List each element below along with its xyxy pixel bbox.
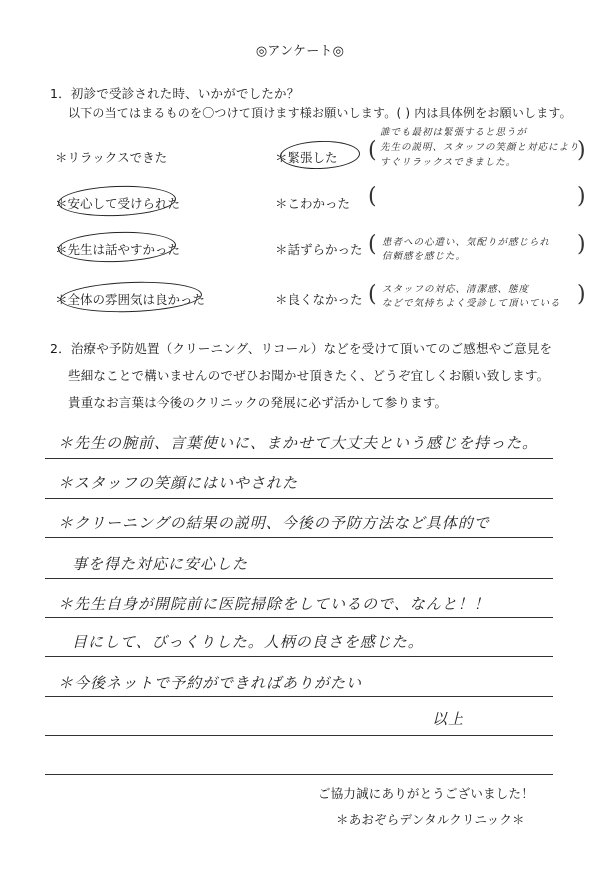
comment-line: などで気持ちよく受診して頂いている: [382, 298, 561, 309]
ruled-line: [45, 774, 553, 775]
option-not-good: ＊良くなかった: [275, 292, 363, 307]
option-hard-to-talk: ＊話ずらかった: [275, 242, 363, 257]
comment-line: 先生の説明、スタッフの笑顔と対応により: [380, 142, 580, 153]
ruled-line: [45, 735, 553, 736]
ruled-line: [45, 498, 553, 499]
handdrawn-circle: [58, 230, 177, 264]
bracket-open: (: [368, 138, 377, 163]
answer-line: ＊先生の腕前、言葉使いに、まかせて大丈夫という感じを持った。: [58, 434, 539, 452]
q2-line: 些細なことで構いませんのでぜひお聞かせ頂きたく、どうぞ宜しくお願い致します。: [68, 368, 550, 383]
ruled-line: [45, 578, 553, 579]
bracket-close: ): [577, 282, 586, 307]
comment-line: 誰でも最初は緊張すると思うが: [380, 127, 528, 138]
handdrawn-circle: [60, 280, 203, 315]
bracket-close: ): [577, 232, 586, 257]
q1-heading: 1．初診で受診された時、いかがでしたか？: [50, 86, 300, 101]
comment-line: すぐリラックスできました。: [380, 157, 517, 168]
bracket-open: (: [368, 282, 377, 307]
answer-line: ＊スタッフの笑顔にはいやされた: [58, 474, 299, 492]
bracket-close: ): [577, 184, 586, 209]
answer-line: ＊先生自身が開院前に医院掃除をしているので、なんと！！: [58, 595, 490, 613]
answer-line: ＊クリーニングの結果の説明、今後の予防方法など具体的で: [58, 514, 490, 532]
comment-line: スタッフの対応、清潔感、態度: [382, 284, 530, 295]
ruled-line: [45, 617, 553, 618]
handdrawn-circle: [58, 184, 177, 218]
survey-title: ◎アンケート◎: [255, 44, 345, 59]
closing-mark: 以上: [432, 710, 465, 728]
q2-heading: 2．治療や予防処置（クリーニング、リコール）などを受けて頂いてのご感想やご意見を: [50, 341, 553, 356]
option-nervous: ＊緊張した: [275, 150, 338, 165]
ruled-line: [45, 458, 553, 459]
q2-line: 貴重なお言葉は今後のクリニックの発展に必ず活かして参ります。: [68, 395, 448, 410]
answer-line: 事を得た対応に安心した: [72, 555, 249, 573]
bracket-open: (: [368, 232, 377, 257]
bracket-open: (: [368, 184, 377, 209]
q1-instruction: 以下の当てはまるものを〇つけて頂けます様お願いします。( ) 内は具体例をお願いします。: [68, 106, 572, 120]
option-easy-to-talk: ＊先生は話やすかった: [55, 242, 181, 257]
option-reassured: ＊安心して受けられた: [55, 196, 181, 211]
ruled-line: [45, 656, 553, 657]
handdrawn-circle: [280, 140, 361, 171]
comment-line: 患者への心遣い、気配りが感じられ: [382, 237, 551, 248]
clinic-name: ＊あおぞらデンタルクリニック＊: [336, 812, 525, 827]
ruled-line: [45, 696, 553, 697]
comment-line: 信頼感を感じた。: [382, 251, 467, 262]
ruled-line: [45, 537, 553, 538]
option-scared: ＊こわかった: [275, 196, 351, 211]
option-good-atmosphere: ＊全体の雰囲気は良かった: [55, 292, 206, 307]
answer-line: 目にして、びっくりした。人柄の良さを感じた。: [72, 633, 424, 651]
thanks-message: ご協力誠にありがとうございました！: [318, 786, 534, 801]
bracket-close: ): [577, 138, 586, 163]
option-relaxed: ＊リラックスできた: [55, 150, 168, 165]
answer-line: ＊今後ネットで予約ができればありがたい: [58, 674, 363, 692]
